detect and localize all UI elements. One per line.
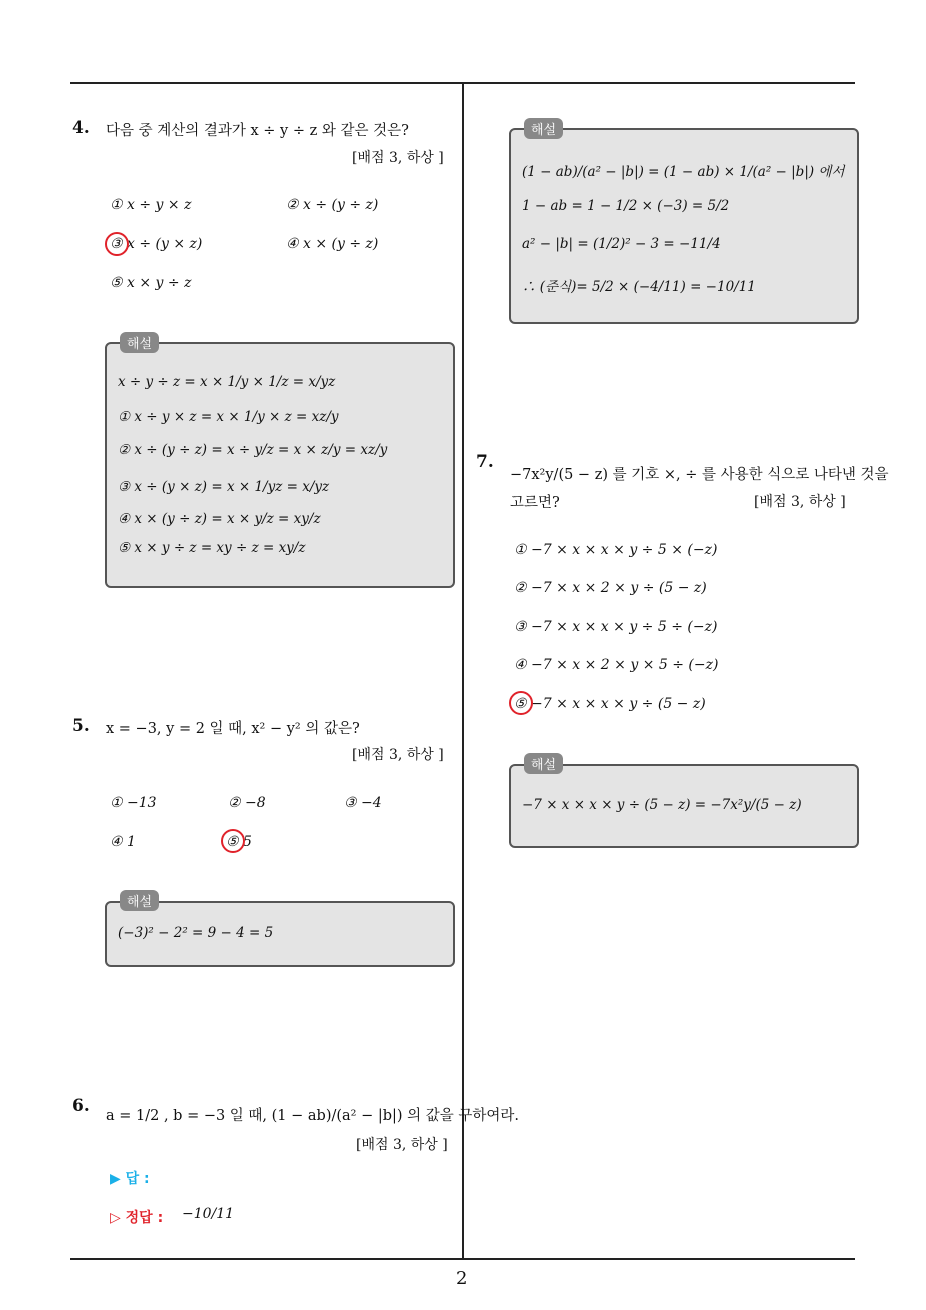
q4-solution-line-0: x ÷ y ÷ z = x × 1/y × 1/z = x/yz [118,374,336,390]
q4-solution-tag: 해설 [120,332,159,353]
q5-option-4[interactable]: ④ 1 [110,834,136,850]
q4-solution-line-5: ⑤ x × y ÷ z = xy ÷ z = xy/z [118,540,306,556]
page-number: 2 [456,1268,468,1289]
q4-answer-mark-icon [105,232,129,256]
question-7-text-2: 고르면? [510,495,560,511]
q4-option-1[interactable]: ① x ÷ y × z [110,197,192,213]
q6-solution-line-0: (1 − ab)/(a² − |b|) = (1 − ab) × 1/(a² − |b|) 에서 [522,164,845,180]
bottom-rule [70,1258,855,1260]
q4-solution-line-2: ② x ÷ (y ÷ z) = x ÷ y/z = x × z/y = xz/y [118,442,388,458]
q4-option-2[interactable]: ② x ÷ (y ÷ z) [286,197,379,213]
q5-answer-mark-icon [221,829,245,853]
q6-answer-label: ▶ 답 : [110,1171,150,1187]
question-4-number: 4. [72,118,90,138]
q5-solution-tag: 해설 [120,890,159,911]
question-6-meta: [배점 3, 하상 ] [356,1137,448,1153]
q5-option-2[interactable]: ② −8 [228,795,266,811]
q6-solution-tag: 해설 [524,118,563,139]
question-5-meta: [배점 3, 하상 ] [352,747,444,763]
question-7-meta: [배점 3, 하상 ] [754,494,846,510]
question-7-number: 7. [476,452,494,472]
question-4-text: 다음 중 계산의 결과가 x ÷ y ÷ z 와 같은 것은? [106,123,409,139]
question-4-meta: [배점 3, 하상 ] [352,150,444,166]
question-5-number: 5. [72,716,90,736]
column-divider [462,82,464,1260]
q7-option-2[interactable]: ② −7 × x × 2 × y ÷ (5 − z) [514,580,707,596]
q4-option-4[interactable]: ④ x × (y ÷ z) [286,236,379,252]
q7-answer-mark-icon [509,691,533,715]
question-5-text: x = −3, y = 2 일 때, x² − y² 의 값은? [106,721,360,737]
q6-solution-line-1: 1 − ab = 1 − 1/2 × (−3) = 5/2 [522,198,730,214]
q4-solution-line-4: ④ x × (y ÷ z) = x × y/z = xy/z [118,511,321,527]
q6-correct-value: −10/11 [182,1206,235,1222]
q7-solution-tag: 해설 [524,753,563,774]
q4-option-5[interactable]: ⑤ x × y ÷ z [110,275,192,291]
q5-solution-line-0: (−3)² − 2² = 9 − 4 = 5 [118,925,274,941]
q5-option-5[interactable]: ⑤ 5 [226,834,252,850]
q7-option-4[interactable]: ④ −7 × x × 2 × y × 5 ÷ (−z) [514,657,719,673]
question-7-text-1: −7x²y/(5 − z) 를 기호 ×, ÷ 를 사용한 식으로 나타낸 것을 [510,467,889,483]
q7-option-5[interactable]: ⑤ −7 × x × x × y ÷ (5 − z) [514,696,706,712]
q7-solution-line-0: −7 × x × x × y ÷ (5 − z) = −7x²y/(5 − z) [522,797,802,813]
question-6-text: a = 1/2 , b = −3 일 때, (1 − ab)/(a² − |b|) 의 값을 구하여라. [106,1108,520,1124]
q4-solution-line-3: ③ x ÷ (y × z) = x × 1/yz = x/yz [118,479,330,495]
q5-option-1[interactable]: ① −13 [110,795,157,811]
question-6-number: 6. [72,1096,90,1116]
q7-option-3[interactable]: ③ −7 × x × x × y ÷ 5 ÷ (−z) [514,619,718,635]
q6-correct-label: ▷ 정답 : [110,1210,164,1226]
q4-option-3[interactable]: ③ x ÷ (y × z) [110,236,203,252]
q5-option-3[interactable]: ③ −4 [344,795,382,811]
q7-option-1[interactable]: ① −7 × x × x × y ÷ 5 × (−z) [514,542,718,558]
q6-solution-line-2: a² − |b| = (1/2)² − 3 = −11/4 [522,236,721,252]
q6-solution-line-3: ∴ (준식)= 5/2 × (−4/11) = −10/11 [522,279,756,295]
q4-solution-line-1: ① x ÷ y × z = x × 1/y × z = xz/y [118,409,339,425]
